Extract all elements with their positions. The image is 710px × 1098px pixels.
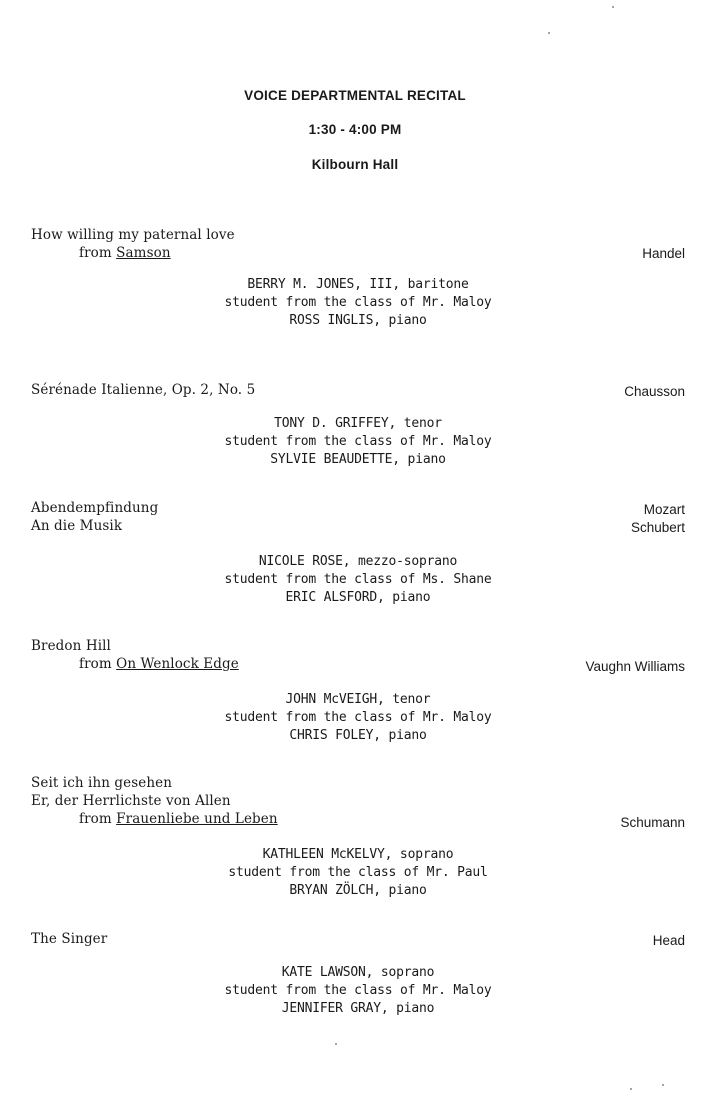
program-item-2-composer: [624, 383, 685, 401]
composer-name: Chausson: [624, 384, 685, 399]
performer-singer: TONY D. GRIFFEY, tenor: [274, 416, 442, 431]
performer-pianist: ERIC ALSFORD, piano: [285, 590, 431, 605]
program-item-1-performers: [0, 276, 710, 330]
program-item-5-performers: [0, 846, 710, 900]
performer-class: student from the class of Mr. Paul: [228, 865, 488, 880]
piece-source: [31, 810, 278, 828]
performer-class: student from the class of Ms. Shane: [224, 572, 492, 587]
performer-singer: KATE LAWSON, soprano: [281, 965, 435, 980]
source-title: On Wenlock Edge: [116, 656, 239, 672]
piece-title: An die Musik: [31, 518, 123, 534]
piece-title: Abendempfindung: [31, 500, 159, 516]
source-prefix: from: [79, 811, 117, 827]
recital-time: 1:30 - 4:00 PM: [308, 122, 402, 137]
piece-title: Er, der Herrlichste von Allen: [31, 793, 231, 809]
source-title: Samson: [116, 245, 171, 261]
program-item-1-piece: [31, 226, 235, 262]
piece-title: The Singer: [31, 931, 108, 947]
performer-pianist: JENNIFER GRAY, piano: [281, 1001, 435, 1016]
piece-title: Seit ich ihn gesehen: [31, 775, 173, 791]
performer-singer: JOHN McVEIGH, tenor: [285, 692, 431, 707]
composer-name: Mozart: [643, 502, 685, 517]
performer-class: student from the class of Mr. Maloy: [224, 295, 492, 310]
performer-pianist: BRYAN ZÖLCH, piano: [289, 883, 427, 898]
program-item-6-composer: [653, 932, 685, 950]
recital-venue: Kilbourn Hall: [311, 157, 399, 172]
source-prefix: from: [79, 245, 117, 261]
piece-title: Bredon Hill: [31, 638, 111, 654]
composer-name: Head: [652, 933, 685, 948]
performer-singer: NICOLE ROSE, mezzo-soprano: [258, 554, 458, 569]
program-item-3-performers: [0, 553, 710, 607]
piece-title: Sérénade Italienne, Op. 2, No. 5: [31, 382, 256, 398]
program-item-2-piece: [31, 381, 255, 399]
scan-speck: [662, 1084, 664, 1086]
program-item-6-performers: [0, 964, 710, 1018]
program-item-4-composer: [585, 658, 685, 676]
program-item-5-piece: [31, 774, 278, 828]
performer-pianist: SYLVIE BEAUDETTE, piano: [270, 452, 446, 467]
scan-speck: [630, 1088, 632, 1090]
program-item-3-composer: [631, 501, 685, 537]
program-item-2-performers: [0, 415, 710, 469]
piece-title: How willing my paternal love: [31, 227, 235, 243]
performer-class: student from the class of Mr. Maloy: [224, 983, 492, 998]
composer-name: Vaughn Williams: [585, 659, 685, 674]
program-item-4-performers: [0, 691, 710, 745]
program-item-3-piece: [31, 499, 158, 535]
source-prefix: from: [79, 656, 117, 672]
source-title: Frauenliebe und Leben: [116, 811, 278, 827]
performer-class: student from the class of Mr. Maloy: [224, 710, 492, 725]
program-item-5-composer: [620, 814, 685, 832]
composer-name: Schubert: [630, 520, 685, 535]
performer-pianist: ROSS INGLIS, piano: [289, 313, 427, 328]
recital-title: VOICE DEPARTMENTAL RECITAL: [244, 88, 466, 103]
composer-name: Handel: [642, 246, 685, 261]
scan-speck: [548, 32, 550, 34]
program-item-6-piece: [31, 930, 107, 948]
piece-source: [31, 244, 235, 262]
piece-source: [31, 655, 239, 673]
performer-singer: KATHLEEN McKELVY, soprano: [262, 847, 454, 862]
composer-name: Schumann: [620, 815, 685, 830]
performer-pianist: CHRIS FOLEY, piano: [289, 728, 427, 743]
scan-speck: [335, 1043, 337, 1045]
program-item-4-piece: [31, 637, 239, 673]
performer-class: student from the class of Mr. Maloy: [224, 434, 492, 449]
scan-speck: [612, 6, 614, 8]
program-item-1-composer: [642, 245, 685, 263]
performer-singer: BERRY M. JONES, III, baritone: [247, 277, 469, 292]
